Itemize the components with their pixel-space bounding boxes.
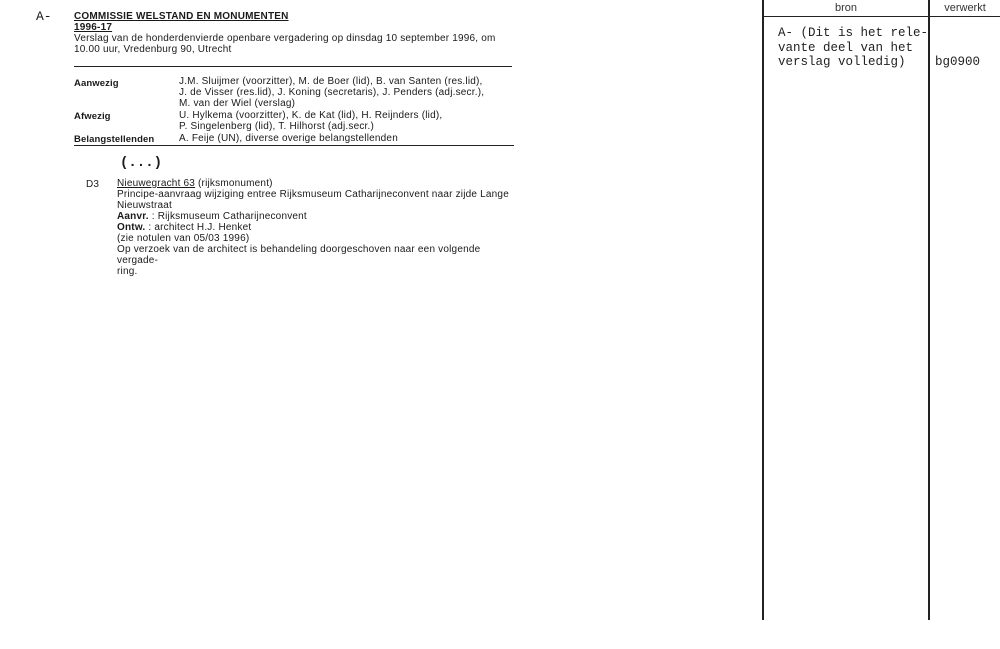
- document-heading: COMMISSIE WELSTAND EN MONUMENTEN: [74, 11, 289, 22]
- item-address: Nieuwegracht 63: [117, 178, 196, 189]
- designer-value: : architect H.J. Henket: [145, 222, 252, 233]
- item-description-line: Nieuwstraat: [117, 200, 172, 211]
- column-header-rule: [762, 16, 1000, 17]
- applicant-label: Aanvr.: [117, 211, 149, 222]
- applicant-value: : Rijksmuseum Catharijneconvent: [148, 211, 307, 222]
- names-absent: [179, 110, 519, 132]
- name-line: U. Hylkema (voorzitter), K. de Kat (lid), H. Reijnders (lid),: [179, 110, 443, 121]
- column-header-processed: verwerkt: [944, 2, 986, 14]
- intro-line: Verslag van de honderdenvierde openbare vergadering op dinsdag 10 september 1996, om: [74, 33, 496, 44]
- names-visitors: [179, 133, 519, 144]
- name-line: J. de Visser (res.lid), J. Koning (secretaris), J. Penders (adj.secr.),: [179, 87, 485, 98]
- divider-bottom: [74, 145, 514, 146]
- source-note-line: vante deel van het: [778, 40, 914, 55]
- label-present: Aanwezig: [74, 78, 119, 89]
- item-designer: [117, 222, 517, 233]
- label-absent: Afwezig: [74, 111, 111, 122]
- item-conclusion-line: ring.: [117, 266, 138, 277]
- item-status: (rijksmonument): [195, 178, 273, 189]
- name-line: P. Singelenberg (lid), T. Hilhorst (adj.secr.): [179, 121, 375, 132]
- column-border-left: [762, 0, 764, 620]
- name-line: J.M. Sluijmer (voorzitter), M. de Boer (lid), B. van Santen (res.lid),: [179, 76, 483, 87]
- agenda-item-body: [117, 178, 517, 277]
- source-note: [778, 26, 928, 70]
- agenda-item-code: D3: [86, 179, 100, 190]
- document-year: 1996-17: [74, 22, 113, 33]
- agenda-item-title: [117, 178, 517, 189]
- item-description-line: Principe-aanvraag wijziging entree Rijksmuseum Catharijneconvent naar zijde Lange: [117, 189, 509, 200]
- name-line: M. van der Wiel (verslag): [179, 98, 296, 109]
- processed-code: bg0900: [935, 55, 981, 69]
- source-note-line: A- (Dit is het rele-: [778, 26, 929, 40]
- source-note-line: verslag volledig): [778, 55, 906, 69]
- ellipsis-mark: (...): [120, 155, 163, 171]
- divider-top: [74, 66, 512, 67]
- item-applicant: [117, 211, 517, 222]
- item-conclusion-line: Op verzoek van de architect is behandeling doorgeschoven naar een volgende vergade-: [117, 244, 481, 266]
- document-intro: [74, 33, 524, 55]
- column-border-middle: [928, 0, 930, 620]
- item-note: (zie notulen van 05/03 1996): [117, 233, 250, 244]
- section-marker: A-: [36, 9, 52, 24]
- name-line: A. Feije (UN), diverse overige belangstellenden: [179, 133, 398, 144]
- intro-line: 10.00 uur, Vredenburg 90, Utrecht: [74, 44, 232, 55]
- names-present: [179, 76, 519, 109]
- column-header-source: bron: [834, 2, 858, 14]
- designer-label: Ontw.: [117, 222, 146, 233]
- label-visitors: Belangstellenden: [74, 134, 155, 145]
